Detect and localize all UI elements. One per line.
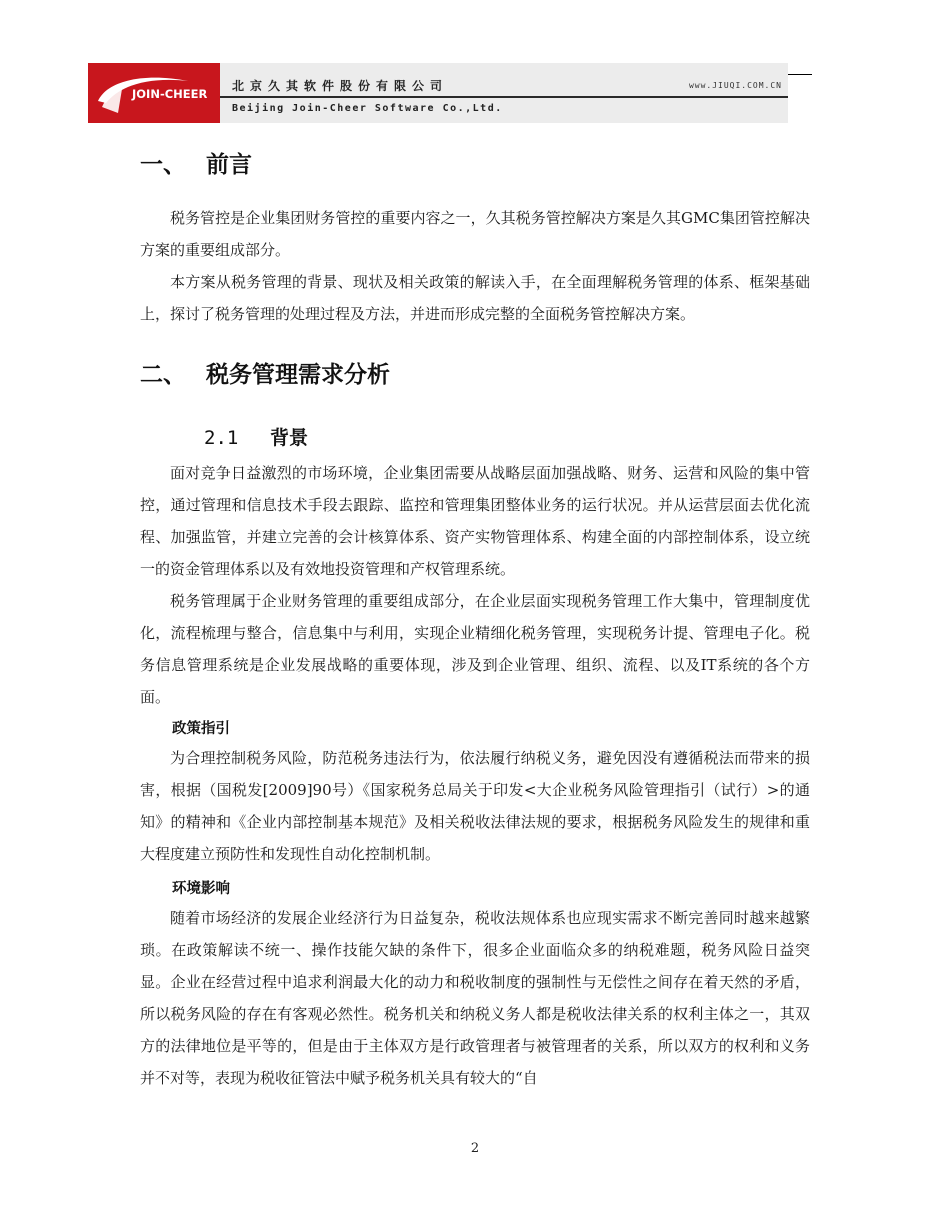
logo-text: JOIN-CHEER	[132, 87, 208, 101]
environment-heading: 环境影响	[172, 881, 230, 897]
section-2-heading	[140, 356, 390, 389]
company-name-en: Beijing Join-Cheer Software Co.,Ltd.	[232, 103, 503, 114]
paragraph: 税务管理属于企业财务管理的重要组成部分，在企业层面实现税务管理工作大集中，管理制度优化，流程梳理与整合，信息集中与利用，实现企业精细化税务管理，实现税务计提、管理电子化。税务信息管理系统是企业发展战略的重要体现，涉及到企业管理、组织、流程、以及IT系统的各个方面。	[140, 592, 810, 706]
policy-heading: 政策指引	[172, 721, 230, 737]
paragraph: 为合理控制税务风险，防范税务违法行为，依法履行纳税义务，避免因没有遵循税法而带来的损害，根据（国税发[2009]90号）《国家税务总局关于印发<大企业税务风险管理指引（试行）>的通知》的精神和《企业内部控制基本规范》及相关税收法律法规的要求，根据税务风险发生的规律和重大程度建立预防性和发现性自动化控制机制。	[140, 749, 810, 863]
company-name-cn: 北京久其软件股份有限公司	[232, 79, 449, 93]
document-header	[88, 63, 788, 123]
header-rule	[788, 74, 812, 75]
paragraph: 随着市场经济的发展企业经济行为日益复杂，税收法规体系也应现实需求不断完善同时越来越繁琐。在政策解读不统一、操作技能欠缺的条件下，很多企业面临众多的纳税难题，税务风险日益突显。企业在经营过程中追求利润最大化的动力和税收制度的强制性与无偿性之间存在着天然的矛盾，所以税务风险的存在有客观必然性。税务机关和纳税义务人都是税收法律关系的权利主体之一，其双方的法律地位是平等的，但是由于主体双方是行政管理者与被管理者的关系，所以双方的权利和义务并不对等，表现为税收征管法中赋予税务机关具有较大的“自	[140, 909, 810, 1087]
company-logo	[88, 63, 220, 123]
page-number: 2	[470, 1141, 480, 1156]
header-band	[220, 63, 788, 123]
header-divider	[220, 96, 788, 98]
subsection-2-1-heading	[204, 423, 308, 450]
paragraph: 面对竞争日益激烈的市场环境，企业集团需要从战略层面加强战略、财务、运营和风险的集中管控，通过管理和信息技术手段去跟踪、监控和管理集团整体业务的运行状况。并从运营层面去优化流程、加强监管，并建立完善的会计核算体系、资产实物管理体系、构建全面的内部控制体系，设立统一的资金管理体系以及有效地投资管理和产权管理系统。	[140, 464, 810, 578]
subsection-number: 2.1	[204, 427, 239, 449]
section-1-number: 一、	[140, 152, 186, 178]
paragraph: 税务管控是企业集团财务管控的重要内容之一，久其税务管控解决方案是久其GMC集团管控解决方案的重要组成部分。	[140, 209, 810, 259]
subsection-title: 背景	[270, 427, 309, 449]
company-website: www.JIUQI.COM.CN	[688, 81, 782, 90]
section-2-title: 税务管理需求分析	[206, 362, 390, 388]
paragraph: 本方案从税务管理的背景、现状及相关政策的解读入手，在全面理解税务管理的体系、框架基础上，探讨了税务管理的处理过程及方法，并进而形成完整的全面税务管控解决方案。	[140, 273, 810, 323]
section-1-heading	[140, 146, 252, 179]
section-1-title: 前言	[206, 152, 252, 178]
section-2-number: 二、	[140, 362, 186, 388]
